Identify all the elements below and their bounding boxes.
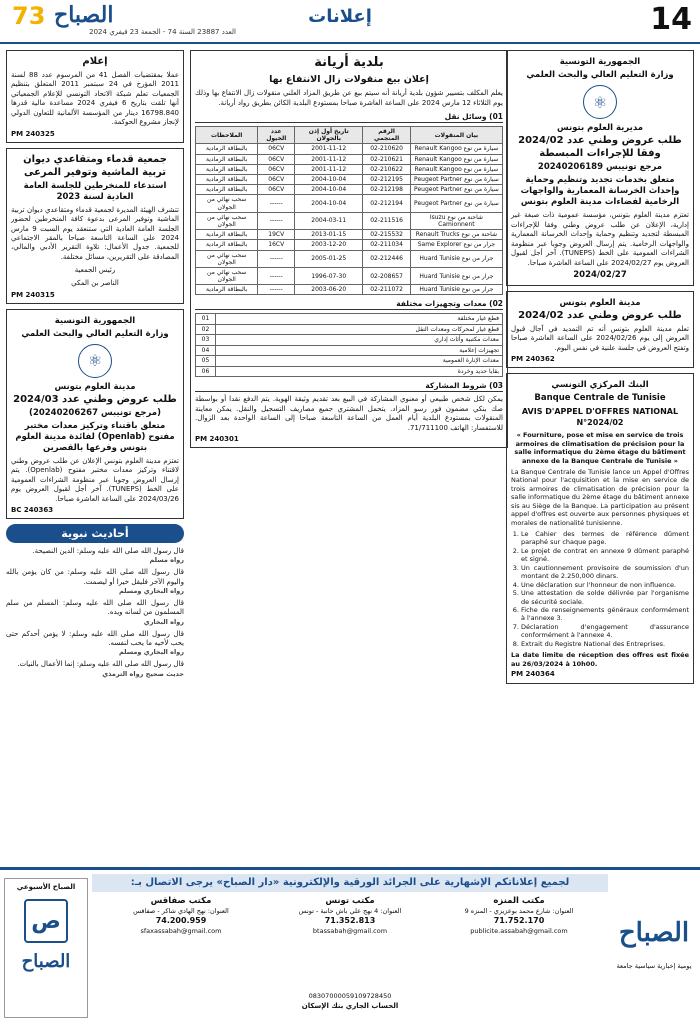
table-cell: بالبطاقة الرمادية [196, 230, 258, 240]
masthead [6, 2, 236, 40]
vehicles-table [195, 126, 503, 295]
ad-notice [6, 50, 184, 143]
ad-body: تعلم مدينة العلوم بتونس أنه تم التمديد في آجال قبول العروض إلى يوم 2024/02/26 على الساعة العاشرة صباحا وتفتح العروض في جلسة علنية في نفس اليوم. [511, 325, 689, 352]
table-cell: 02-212194 [363, 195, 410, 212]
ad-intro: يعلم المكلف بتسيير شؤون بلدية أريانة أنه سيتم بيع عن طريق المزاد العلني منقولات زال الانتفاع بها وذلك يوم الثلاثاء 12 مارس 2024 على الساعة العاشرة صباحا بمستودع البلدية الكائن بطريق رواد أريانة. [195, 89, 503, 107]
ad-title: طلب عروض وطني عدد 2024/02 وفقا للإجراءات المبسطة [518, 135, 682, 160]
table-cell: معدات الإنارة العمومية [216, 356, 503, 367]
table-cell: 2005-01-25 [295, 250, 363, 267]
table-cell: سحب نهائي من الجولان [196, 267, 258, 284]
table-row [196, 164, 503, 174]
footer-weekly-label: الصباح الأسبوعي [16, 883, 76, 891]
ad-org: مدينة العلوم بتونس [54, 381, 136, 392]
table-cell: 02-211516 [363, 212, 410, 229]
row-number: 04 [196, 345, 216, 356]
hadith-item [6, 599, 184, 627]
table-cell: بالبطاقة الرمادية [196, 164, 258, 174]
ad-ref-code: (مرجع تونيبس 20240206267) [29, 407, 161, 418]
section-equipment: 02) معدات وتجهيزات مختلفة [195, 299, 503, 310]
hadith-heading: أحاديث نبوية [6, 524, 184, 543]
table-cell: 1996-07-30 [295, 267, 363, 284]
row-number: 06 [196, 366, 216, 377]
ad-title: إعلام [82, 56, 108, 67]
list-item: 1. Le Cahier des termes de référence dûment paraphé sur chaque page. [521, 530, 689, 547]
table-row [196, 185, 503, 195]
ad-ref: PM 240325 [11, 129, 55, 138]
row-number: 02 [196, 324, 216, 335]
table-cell: معدات مكتبية وأثاث إداري [216, 335, 503, 346]
ad-deadline: 2024/02/27 [573, 269, 627, 280]
table-cell: تجهيزات إعلامية [216, 345, 503, 356]
section-title: إعلانات [308, 6, 372, 27]
table-cell: بالبطاقة الرمادية [196, 175, 258, 185]
ad-republic: الجمهورية التونسية [54, 315, 136, 326]
table-cell: جرار من نوع Huard Tunisie [410, 285, 502, 295]
ad-ariana-municipality [190, 50, 508, 448]
ad-association-meeting [6, 148, 184, 304]
table-header-cell: عدد الخيول [258, 127, 295, 144]
hadith-source: حديث صحيح رواه الترمذي [102, 669, 184, 678]
ad-body: عملا بمقتضيات الفصل 41 من المرسوم عدد 88 لسنة 2011 المؤرخ في 24 سبتمبر 2011 المتعلق بتنظيم الجمعيات تعلم شبكة الاتحاد التونسي للإعلام الجمعياتي أنها تلقت بتاريخ 6 فيفري 2024 مساعدة مالية قدرها 16798.840 دينار من المؤسسة الألمانية للتعاون الدولي لإنجاز مشروع الحوكمة. [11, 71, 180, 127]
table-cell: ------ [258, 285, 295, 295]
ad-title: AVIS D'APPEL D'OFFRES NATIONAL N°2024/02 [521, 407, 679, 427]
table-row [196, 144, 503, 154]
section-vehicles: 01) وسائل نقل [195, 112, 503, 123]
table-cell: شاحنة من نوع Isuzu Camionnent [410, 212, 502, 229]
equipment-table [195, 313, 503, 377]
hadith-list [6, 547, 184, 678]
table-cell: 16CV [258, 240, 295, 250]
table-cell: 02-212446 [363, 250, 410, 267]
weekly-monogram-icon: ص [24, 899, 68, 943]
ad-republic: الجمهورية التونسية [559, 57, 641, 67]
footer-logo-assabah [612, 878, 696, 1018]
table-row [196, 230, 503, 240]
office-sfax [96, 896, 266, 936]
ad-org: مديرية العلوم بتونس [556, 123, 644, 134]
table-cell: ------ [258, 195, 295, 212]
sign-name: الناصر بن المكي [71, 279, 119, 288]
list-item: 3. Un cautionnement provisoire de soumission d'un montant de 2.250,000 dinars. [521, 564, 689, 581]
table-row [196, 212, 503, 229]
ad-central-bank [506, 373, 694, 684]
table-cell: 2001-11-12 [295, 144, 363, 154]
ad-ministry: وزارة التعليم العالي والبحث العلمي [21, 328, 169, 339]
ad-body: تعتزم مدينة العلوم بتونس الإعلان عن طلب عروض وطني لاقتناء وتركيز معدات مختبر مفتوح (Openlab). يتم إرسال العروض وجوبا عبر منظومة الشراءات العمومية على الخط (TUNEPS). آخر أجل لقبول العروض يوم 2024/03/26 على الساعة العاشرة صباحا. [11, 456, 179, 503]
table-header-cell: الملاحظات [196, 127, 258, 144]
ad-ref: PM 240364 [511, 670, 555, 679]
document-list [511, 530, 689, 648]
row-number: 03 [196, 335, 216, 346]
table-cell: 06CV [258, 175, 295, 185]
office-name: مكتب المنزه [493, 896, 545, 906]
hadith-text: قال رسول الله صلى الله عليه وسلم: المسلم من سلم المسلمون من لسانه ويده. [6, 598, 184, 617]
table-cell: 02-210621 [363, 154, 410, 164]
ad-ref: PM 240362 [511, 355, 555, 364]
table-cell: سيارة من نوع Renault Kangoo [410, 144, 502, 154]
table-cell: 02-215532 [363, 230, 410, 240]
conditions-text: يمكن لكل شخص طبيعي أو معنوي المشاركة في البيع بعد تقديم وثيقة الهوية. يتم الدفع نقدا أو بواسطة صك بنكي مضمون فور رسو المزاد. يتحمل المشتري جميع مصاريف التسجيل والنقل. يمكن معاينة المنقولات بمستودع البلدية أيام العمل من الساعة التاسعة صباحا إلى الساعة الواحدة بعد الزوال. للاستفسار: الهاتف 71/711100. [195, 395, 503, 432]
table-cell: 06CV [258, 185, 295, 195]
ad-body: تعتزم مدينة العلوم بتونس، مؤسسة عمومية ذات صبغة غير إدارية، الإعلان عن طلب عروض وطني وفقا للإجراءات المبسطة لتجديد وتنظيم وحماية وإحداث الخرسانة المعمارية والواجهات الرخامية. يتم إرسال العروض وجوبا عبر منظومة الشراءات العمومية على الخط (TUNEPS). آخر أجل لقبول العروض يوم 2024/02/27 على الساعة العاشرة صباحا. [511, 211, 690, 267]
table-cell: 2003-12-20 [295, 240, 363, 250]
footer-logo-text: الصباح [618, 918, 690, 948]
ad-ref: BC 240363 [11, 506, 54, 515]
table-header-cell: تاريخ أول إذن بالجولان [295, 127, 363, 144]
footer [0, 867, 700, 1025]
section-conditions: 03) شروط المشاركة [195, 381, 503, 392]
ad-ref: PM 240315 [11, 290, 55, 299]
hadith-source: رواه البخاري ومسلم [119, 648, 184, 657]
hadith-text: قال رسول الله صلى الله عليه وسلم: لا يؤمن أحدكم حتى يحب لأخيه ما يحب لنفسه. [6, 629, 184, 647]
list-item: 4. Une déclaration sur l'honneur de non influence. [521, 581, 689, 589]
bank-name-ar: البنك المركزي التونسي [551, 380, 649, 391]
table-row [196, 195, 503, 212]
table-cell: فطع غيار مختلفة [216, 314, 503, 325]
table-row [196, 285, 503, 295]
footer-weekly-logo: الصباح [21, 951, 71, 972]
table-cell: 2003-06-20 [295, 285, 363, 295]
table-cell: بالبطاقة الرمادية [196, 154, 258, 164]
table-cell: شاحنة من نوع Renault Trucks [410, 230, 502, 240]
table-cell: بقايا حديد وخردة [216, 366, 503, 377]
list-item: 6. Fiche de renseignements généraux conformément à l'annexe 3. [521, 606, 689, 623]
ad-title: جمعية قدماء ومتقاعدي ديوان تربية الماشية وتوفير المرعى [23, 153, 167, 178]
ad-ministry: وزارة التعليم العالي والبحث العلمي [526, 70, 674, 81]
table-row [196, 314, 503, 325]
ad-title: طلب عروض وطني عدد 2024/03 [13, 393, 177, 405]
hadith-source: رواه البخاري ومسلم [119, 587, 184, 596]
left-column [6, 50, 184, 862]
table-row [196, 324, 503, 335]
footer-tagline: يومية إخبارية سياسية جامعة [616, 962, 692, 970]
table-row [196, 345, 503, 356]
table-cell: 02-210622 [363, 164, 410, 174]
table-cell: ------ [258, 267, 295, 284]
table-cell: 2001-11-12 [295, 154, 363, 164]
office-name: مكتب تونس [325, 896, 375, 906]
table-cell: 2004-10-04 [295, 195, 363, 212]
ad-org: مدينة العلوم بتونس [559, 298, 641, 308]
table-cell: سيارة من نوع Peugeot Partner [410, 195, 502, 212]
ad-science-city-openlab [6, 309, 184, 520]
hadith-source: رواه البخاري [143, 617, 184, 626]
account-number: 08307000059109728450 [308, 992, 392, 1000]
right-column [506, 50, 694, 862]
hadith-section [6, 524, 184, 678]
table-cell: سيارة من نوع Renault Kangoo [410, 154, 502, 164]
table-cell: بالبطاقة الرمادية [196, 285, 258, 295]
table-header-cell: بيان المنقولات [410, 127, 502, 144]
office-email: btassabah@gmail.com [312, 927, 388, 936]
table-header-cell: الرقم المنجمي [363, 127, 410, 144]
table-cell: 2004-10-04 [295, 175, 363, 185]
office-phone: 71.752.170 [493, 916, 545, 926]
ad-science-city-extension [506, 291, 694, 368]
masthead-logo: الصباح [54, 2, 114, 28]
office-address: العنوان: 4 نهج علي باش حانبة - تونس [298, 907, 402, 916]
table-cell: قطع غيار لمحركات ومعدات النقل [216, 324, 503, 335]
office-name: مكتب صفاقس [150, 896, 212, 906]
table-cell: 06CV [258, 164, 295, 174]
office-address: العنوان: نهج الهادي شاكر - صفاقس [133, 907, 229, 916]
hadith-item [6, 547, 184, 565]
office-menzah [434, 896, 604, 936]
table-cell: جرار من نوع Huard Tunisie [410, 267, 502, 284]
table-cell: سحب نهائي من الجولان [196, 250, 258, 267]
hadith-item [6, 660, 184, 678]
table-cell: ------ [258, 250, 295, 267]
ad-ref: PM 240301 [195, 435, 239, 444]
masthead-year-mark: 73 [12, 2, 46, 30]
office-address: العنوان: شارع محمد بوعزيزي - المنزه 9 [464, 907, 574, 916]
science-city-logo-icon: ⚛ [78, 344, 112, 378]
table-row [196, 154, 503, 164]
table-row [196, 356, 503, 367]
table-cell: 02-212195 [363, 175, 410, 185]
table-cell: جرار من نوع Same Explorer [410, 240, 502, 250]
table-cell: 2013-01-15 [295, 230, 363, 240]
hadith-text: قال رسول الله صلى الله عليه وسلم: إنما الأعمال بالنيات. [17, 660, 184, 669]
table-cell: ------ [258, 212, 295, 229]
office-tunis [265, 896, 435, 936]
table-cell: 02-211034 [363, 240, 410, 250]
ad-body: La Banque Centrale de Tunisie lance un Appel d'Offres National pour l'acquisition et la mise en service de trois armoires de climatisation de précision pour la salle informatique du 2ème étage du bâtiment annexe sis au Siège de la Banque. La participation au présent appel d'offres est ouverte aux personnes physiques et morales de nationalité tunisienne. [511, 467, 689, 527]
table-cell: 2004-03-11 [295, 212, 363, 229]
issue-line: العدد 23887 السنة 74 - الجمعة 23 فيفري 2024 [89, 28, 236, 36]
list-item: 7. Déclaration d'engagement d'assurance conformément à l'annexe 4. [521, 623, 689, 640]
list-item: 2. Le projet de contrat en annexe 9 dûment paraphé et signé. [521, 547, 689, 564]
office-phone: 74.200.959 [155, 916, 207, 926]
ad-subject: متعلق باقتناء وتركيز معدات مختبر مفتوح (Openlab) لفائدة مدينة العلوم بتونس وفرعها بالقصرين [15, 420, 175, 453]
science-city-logo-icon: ⚛ [583, 85, 617, 119]
table-cell: 02-210620 [363, 144, 410, 154]
ad-deadline: La date limite de réception des offres est fixée au 26/03/2024 à 10h00. [511, 651, 689, 668]
table-cell: سيارة من نوع Peugeot Partner [410, 175, 502, 185]
table-row [196, 366, 503, 377]
table-cell: 06CV [258, 144, 295, 154]
office-phone: 71.352.813 [324, 916, 376, 926]
ad-ref-code: مرجع تونيبس 20240206189 [537, 162, 663, 173]
ad-title: بلدية أريانة [314, 55, 384, 70]
footer-logo-weekly [4, 878, 88, 1018]
list-item: 5. Une attestation de solde délivrée par l'organisme de sécurité sociale. [521, 589, 689, 606]
table-cell: سيارة من نوع Peugeot Partner [410, 185, 502, 195]
hadith-text: قال رسول الله صلى الله عليه وسلم: الدين النصيحة. [32, 547, 184, 556]
table-cell: 2001-11-12 [295, 164, 363, 174]
table-cell: سحب نهائي من الجولان [196, 212, 258, 229]
ad-subject: « Fourniture, pose et mise en service de trois armoires de climatisation de précision pour la salle informatique du 2ème étage du bâtiment annexe de la Banque Centrale de Tunisie » [514, 431, 686, 465]
sign-title: رئيس الجمعية [74, 266, 116, 275]
hadith-item [6, 630, 184, 658]
ad-subtitle: إعلان بيع منقولات زال الانتفاع بها [269, 73, 429, 85]
footer-banner: لجميع إعلاناتكم الإشهارية على الجرائد الورقية والإلكترونية «دار الصباح» يرجى الاتصال بـ: [92, 874, 608, 892]
hadith-item [6, 568, 184, 596]
row-number: 05 [196, 356, 216, 367]
ad-subtitle: استدعاء للمنخرطين للجلسة العامة العادية لسنة 2023 [23, 180, 167, 202]
table-cell: 2004-10-04 [295, 185, 363, 195]
ad-body: تتشرف الهيئة المديرة لجمعية قدماء ومتقاعدي ديوان تربية الماشية وتوفير المرعى بدعوة كافة المنخرطين لحضور الجلسة العامة العادية التي ستنعقد يوم السبت 9 مارس 2024 على الساعة التاسعة صباحا بالمقر الاجتماعي للجمعية. جدول الأعمال: تلاوة التقرير الأدبي والمالي، المصادقة على التقريرين، مسائل مختلفة. [11, 205, 179, 261]
ad-science-city-cleaning [506, 50, 694, 286]
table-cell: 06CV [258, 154, 295, 164]
table-cell: بالبطاقة الرمادية [196, 185, 258, 195]
table-cell: بالبطاقة الرمادية [196, 144, 258, 154]
ad-title: طلب عروض وطني عدد 2024/02 [518, 310, 682, 322]
table-row [196, 250, 503, 267]
middle-column [190, 50, 508, 862]
table-cell: 02-208657 [363, 267, 410, 284]
page-header [0, 0, 700, 44]
table-cell: سحب نهائي من الجولان [196, 195, 258, 212]
hadith-source: رواه مسلم [149, 556, 184, 565]
office-email: publicite.assabah@gmail.com [470, 927, 568, 936]
table-row [196, 175, 503, 185]
table-cell: 19CV [258, 230, 295, 240]
page-number: 14 [650, 2, 692, 37]
list-item: 8. Extrait du Registre National des Entreprises. [521, 640, 689, 648]
table-cell: 02-211072 [363, 285, 410, 295]
table-row [196, 335, 503, 346]
row-number: 01 [196, 314, 216, 325]
bank-name-fr: Banque Centrale de Tunisie [534, 393, 666, 404]
table-cell: بالبطاقة الرمادية [196, 240, 258, 250]
table-cell: جرار من نوع Huard Tunisie [410, 250, 502, 267]
table-cell: سيارة من نوع Renault Kangoo [410, 164, 502, 174]
hadith-text: قال رسول الله صلى الله عليه وسلم: من كان يؤمن بالله واليوم الآخر فليقل خيرا أو ليصمت. [6, 568, 184, 586]
ad-subject: متعلق بخدمات تجديد وتنظيم وحماية وإحداث الخرسانة المعمارية والواجهات الرخامية لفضاءات مدينة العلوم بتونس [520, 175, 680, 208]
office-email: sfaxassabah@gmail.com [140, 927, 222, 936]
table-cell: 02-212198 [363, 185, 410, 195]
account-note: الحساب الجاري بنك الإسكان [301, 1002, 399, 1010]
table-row [196, 240, 503, 250]
table-row [196, 267, 503, 284]
